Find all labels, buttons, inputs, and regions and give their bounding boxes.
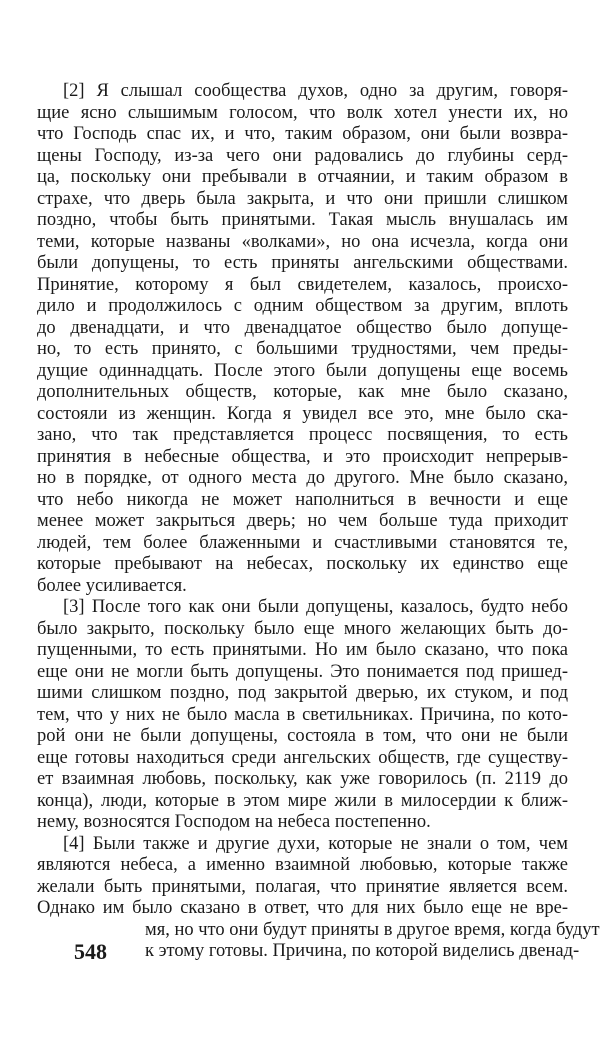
text-line: более усиливается. — [37, 575, 187, 596]
text-line: ет взаимная любовь, поскольку, как уже говорилось (п. 2119 до — [37, 769, 568, 789]
text-line: дущие одиннадцать. После этого были допущены еще восемь — [37, 360, 568, 381]
text-line: [2] Я слышал сообщества духов, одно за другим, говоря- — [63, 81, 568, 101]
text-line: тем, что у них не было масла в светильниках. Причина, по кото- — [37, 704, 568, 725]
paragraph — [37, 81, 568, 597]
text-line: щие ясно слышимым голосом, что волк хотел унести их, но — [37, 102, 568, 123]
text-line: но, то есть принято, с большими трудностями, чем преды- — [37, 339, 568, 359]
text-line: конца), люди, которые в этом мире жили в милосердии к ближ- — [37, 790, 568, 811]
text-line: страхе, что дверь была закрыта, и что они пришли слишком — [37, 188, 568, 209]
text-line: менее может закрыться дверь; но чем больше туда приходит — [37, 511, 568, 531]
text-line: Однако им было сказано в ответ, что для них было еще не вре- — [37, 898, 568, 918]
text-line: теми, которые названы «волками», но она исчезла, когда они — [37, 231, 568, 252]
text-line: являются небеса, а именно взаимной любовью, которые также — [37, 855, 568, 875]
text-line: людей, тем более блаженными и счастливыми становятся те, — [37, 532, 568, 553]
text-line: поздно, чтобы быть принятыми. Такая мысль внушалась им — [37, 210, 568, 230]
text-line: щены Господу, из-за чего они радовались до глубины серд- — [37, 145, 568, 166]
text-line: было закрыто, поскольку было еще много желающих быть до- — [37, 618, 568, 639]
text-line: [3] После того как они были допущены, казалось, будто небо — [63, 597, 568, 617]
text-line: до двенадцати, и что двенадцатое общество было допуще- — [37, 317, 568, 338]
text-line: принятия в небесные общества, и это происходит непрерыв- — [37, 446, 568, 467]
book-page-text — [37, 81, 600, 964]
text-line: что Господь спас их, и что, таким образом, они были возвра- — [37, 124, 568, 144]
text-line: которые пребывают на небесах, поскольку их единство еще — [37, 554, 568, 574]
paragraph — [37, 833, 600, 963]
text-line: желали быть принятыми, полагая, что принятие является всем. — [37, 876, 568, 897]
text-line: нему, возносятся Господом на небеса постепенно. — [37, 812, 431, 832]
text-line: зано, что так представляется процесс посвящения, то есть — [37, 425, 568, 445]
text-line: были допущены, то есть приняты ангельскими обществами. — [37, 253, 568, 273]
text-line: [4] Были также и другие духи, которые не знали о том, чем — [63, 833, 568, 854]
text-line: пущенными, то есть принятыми. Но им было сказано, что пока — [37, 640, 568, 660]
text-line: шими слишком поздно, под закрытой дверью, их стуком, и под — [37, 683, 568, 703]
text-line: что небо никогда не может наполниться в вечности и еще — [37, 489, 568, 510]
text-line: ца, поскольку они пребывали в отчаянии, и таким образом в — [37, 167, 568, 187]
text-line: к этому готовы. Причина, по которой виделись двенад- — [145, 941, 580, 961]
text-line: но в порядке, от одного места до другого. Мне было сказано, — [37, 468, 568, 488]
paragraph — [37, 597, 568, 834]
text-line: еще готовы находиться среди ангельских обществ, где существу- — [37, 747, 568, 768]
text-line: рой они не были допущены, состояла в том, что они не были — [37, 726, 568, 746]
text-line: состояли из женщин. Когда я увидел все это, мне было ска- — [37, 403, 568, 424]
text-line: Принятие, которому я был свидетелем, казалось, происхо- — [37, 274, 568, 295]
text-line: дополнительных обществ, которые, как мне было сказано, — [37, 382, 568, 402]
text-line: еще они не могли быть допущены. Это понимается под пришед- — [37, 661, 568, 682]
text-line: мя, но что они будут приняты в другое время, когда будут — [145, 919, 600, 940]
text-line: дило и продолжилось с одним обществом за другим, вплоть — [37, 296, 568, 316]
page-number: 548 — [74, 939, 107, 964]
